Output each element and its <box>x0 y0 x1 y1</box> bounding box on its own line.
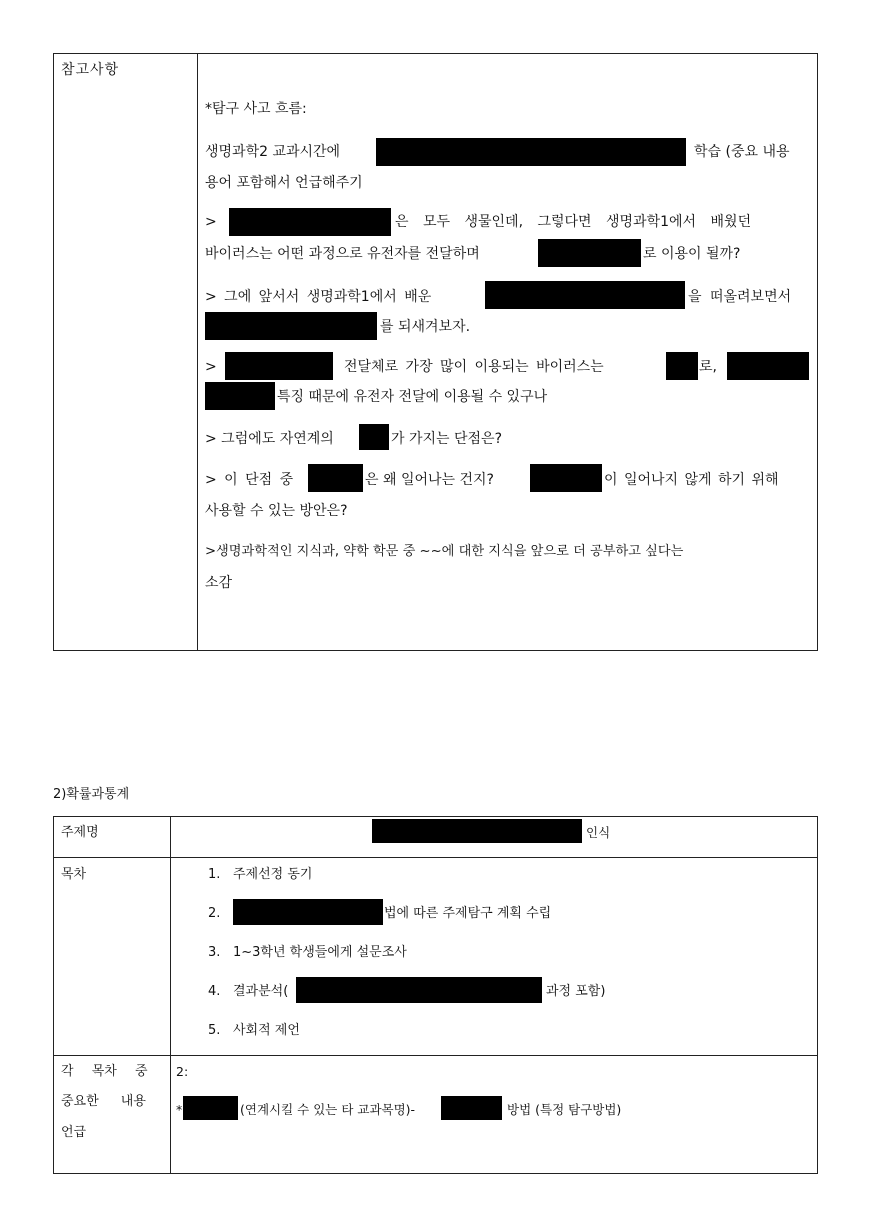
toc-item-suffix: 과정 포함) <box>546 984 606 999</box>
topic-suffix: 인식 <box>586 825 611 840</box>
redacted-block <box>233 899 383 925</box>
section-title <box>53 783 129 802</box>
toc-item-number: 3. <box>208 945 221 960</box>
flow-line-3c: 를 되새겨보자. <box>380 319 471 335</box>
redacted-block <box>229 208 391 236</box>
toc-item-text: 1~3학년 학생들에게 설문조사 <box>233 945 407 960</box>
flow-line-2d: 로 이용이 될까? <box>643 246 741 262</box>
redacted-block <box>205 312 377 340</box>
flow-line-1c: 용어 포함해서 언급해주기 <box>205 175 363 191</box>
reference-label: 참고사항 <box>61 62 120 78</box>
flow-line-1a: 생명과학2 교과시간에 <box>205 144 341 160</box>
toc-item-number: 4. <box>208 984 221 999</box>
flow-line-5b: 가 가지는 단점은? <box>391 431 502 447</box>
flow-line-6d: 사용할 수 있는 방안은? <box>205 503 348 519</box>
redacted-block <box>666 352 698 380</box>
flow-line-5a: > 그럼에도 자연계의 <box>205 431 334 447</box>
flow-line-7b: 소감 <box>205 575 233 591</box>
redacted-block <box>441 1096 502 1120</box>
flow-line-2b: 은 모두 생물인데, 그렇다면 생명과학1에서 배웠던 <box>395 214 752 230</box>
toc-item-number: 2. <box>208 906 221 921</box>
flow-line-4b: 전달체로 가장 많이 이용되는 바이러스는 <box>344 359 604 375</box>
redacted-block <box>372 819 582 843</box>
toc-item-text: 사회적 제언 <box>233 1023 300 1038</box>
flow-line-4d: 특징 때문에 유전자 전달에 이용될 수 있구나 <box>277 389 548 405</box>
flow-line-4c: 로, <box>699 359 717 375</box>
redacted-block <box>308 464 363 492</box>
thinking-flow-heading: *탐구 사고 흐름: <box>205 101 307 117</box>
redacted-block <box>296 977 542 1003</box>
toc-label: 목차 <box>61 867 87 882</box>
column-divider <box>170 817 171 1173</box>
key-content-middle: (연계시킬 수 있는 타 교과목명)- <box>240 1102 416 1117</box>
redacted-block <box>205 382 275 410</box>
row-divider <box>54 1055 817 1056</box>
flow-line-6b: 은 왜 일어나는 건지? <box>365 472 494 488</box>
flow-line-2a: > <box>205 214 217 230</box>
redacted-block <box>485 281 685 309</box>
key-content-star: * <box>176 1102 183 1117</box>
key-content-label-line2: 중요한 내용 <box>61 1094 146 1109</box>
redacted-block <box>359 424 389 450</box>
toc-item-number: 1. <box>208 867 221 882</box>
key-content-label-line3: 언급 <box>61 1125 87 1140</box>
redacted-block <box>376 138 686 166</box>
column-divider <box>197 54 198 650</box>
row-divider <box>54 857 817 858</box>
flow-line-3a: > 그에 앞서서 생명과학1에서 배운 <box>205 289 432 305</box>
key-content-label-line1: 각 목차 중 <box>61 1064 148 1079</box>
flow-line-4a: > <box>205 359 217 375</box>
flow-line-7a: >생명과학적인 지식과, 약학 학문 중 ~~에 대한 지식을 앞으로 더 공부하고 싶다는 <box>205 544 684 559</box>
redacted-block <box>530 464 602 492</box>
toc-item-number: 5. <box>208 1023 221 1038</box>
redacted-block <box>727 352 809 380</box>
redacted-block <box>183 1096 238 1120</box>
section-title-text: 2)확률과통계 <box>53 787 130 802</box>
toc-item-text: 법에 따른 주제탐구 계획 수립 <box>384 906 552 921</box>
topic-label: 주제명 <box>61 825 99 840</box>
flow-line-2c: 바이러스는 어떤 과정으로 유전자를 전달하며 <box>205 246 480 262</box>
flow-line-6a: > 이 단점 중 <box>205 472 294 488</box>
flow-line-3b: 을 떠올려보면서 <box>688 289 792 305</box>
toc-item-text: 결과분석( <box>233 984 289 999</box>
toc-item-text: 주제선정 동기 <box>233 867 313 882</box>
key-content-end: 방법 (특정 탐구방법) <box>507 1102 622 1117</box>
flow-line-6c: 이 일어나지 않게 하기 위해 <box>604 472 779 488</box>
redacted-block <box>225 352 333 380</box>
flow-line-1b: 학습 (중요 내용 <box>694 144 790 160</box>
key-content-number: 2: <box>176 1064 189 1079</box>
redacted-block <box>538 239 641 267</box>
